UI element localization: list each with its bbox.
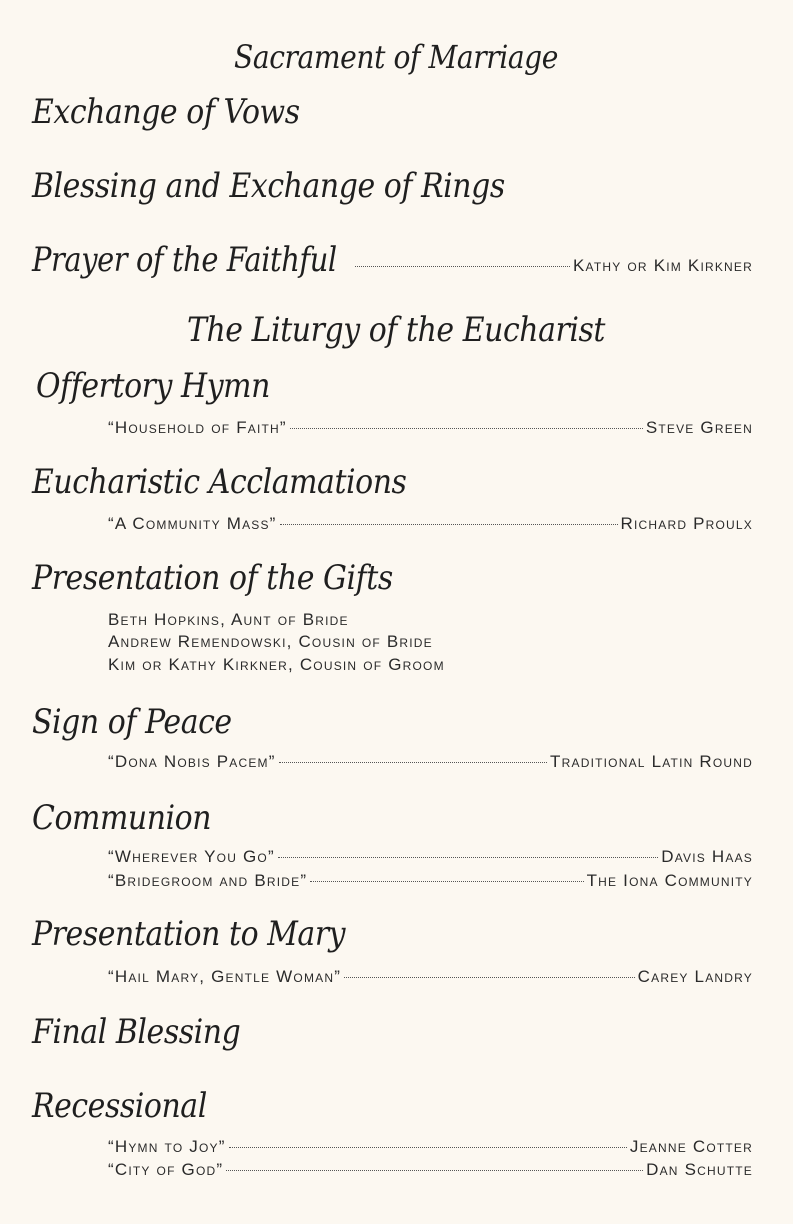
song-artist: Richard Proulx bbox=[620, 514, 753, 533]
heading-offertory-hymn: Offertory Hymn bbox=[36, 366, 270, 406]
mary-row bbox=[108, 967, 753, 987]
gift-bearer: Andrew Remendowski, Cousin of Bride bbox=[108, 632, 433, 651]
heading-presentation-of-gifts: Presentation of the Gifts bbox=[32, 558, 393, 598]
heading-presentation-to-mary: Presentation to Mary bbox=[32, 914, 346, 954]
leader-dots bbox=[279, 762, 547, 763]
song-artist: Dan Schutte bbox=[646, 1160, 753, 1179]
gift-bearer: Beth Hopkins, Aunt of Bride bbox=[108, 610, 349, 629]
communion-row bbox=[108, 871, 753, 891]
heading-final-blessing: Final Blessing bbox=[32, 1012, 241, 1052]
heading-exchange-of-vows: Exchange of Vows bbox=[32, 92, 300, 132]
heading-blessing-exchange-rings: Blessing and Exchange of Rings bbox=[32, 166, 505, 206]
song-title: “Dona Nobis Pacem” bbox=[108, 752, 276, 771]
song-artist: The Iona Community bbox=[586, 871, 753, 890]
leader-dots bbox=[226, 1170, 643, 1171]
heading-sacrament-of-marriage: Sacrament of Marriage bbox=[233, 38, 558, 76]
offertory-row bbox=[108, 418, 753, 438]
heading-sign-of-peace: Sign of Peace bbox=[32, 702, 232, 742]
song-title: “Hail Mary, Gentle Woman” bbox=[108, 967, 342, 986]
recessional-row bbox=[108, 1160, 753, 1180]
song-title: “Hymn to Joy” bbox=[108, 1137, 226, 1156]
leader-dots bbox=[290, 428, 643, 429]
leader-dots bbox=[355, 266, 570, 267]
heading-recessional: Recessional bbox=[32, 1086, 207, 1126]
leader-dots bbox=[229, 1147, 627, 1148]
gift-bearer: Kim or Kathy Kirkner, Cousin of Groom bbox=[108, 655, 445, 674]
recessional-row bbox=[108, 1137, 753, 1157]
prayer-row bbox=[32, 240, 753, 280]
leader-dots bbox=[278, 857, 658, 858]
song-artist: Traditional Latin Round bbox=[550, 752, 753, 771]
leader-dots bbox=[310, 881, 583, 882]
song-artist: Davis Haas bbox=[661, 847, 753, 866]
heading-eucharistic-acclamations: Eucharistic Acclamations bbox=[32, 462, 407, 502]
leader-dots bbox=[280, 524, 618, 525]
song-title: “A Community Mass” bbox=[108, 514, 277, 533]
heading-prayer-of-the-faithful: Prayer of the Faithful bbox=[32, 240, 337, 280]
leader-dots bbox=[344, 977, 635, 978]
peace-row bbox=[108, 752, 753, 772]
acclamations-row bbox=[108, 514, 753, 534]
song-artist: Jeanne Cotter bbox=[629, 1137, 753, 1156]
heading-communion: Communion bbox=[32, 798, 212, 838]
song-title: “City of God” bbox=[108, 1160, 224, 1179]
song-title: “Bridegroom and Bride” bbox=[108, 871, 308, 890]
song-artist: Carey Landry bbox=[637, 967, 753, 986]
song-artist: Steve Green bbox=[645, 418, 753, 437]
song-title: “Household of Faith” bbox=[108, 418, 287, 437]
communion-row bbox=[108, 847, 753, 867]
song-title: “Wherever You Go” bbox=[108, 847, 275, 866]
prayer-reader: Kathy or Kim Kirkner bbox=[573, 256, 753, 275]
heading-liturgy-of-eucharist: The Liturgy of the Eucharist bbox=[186, 310, 606, 350]
